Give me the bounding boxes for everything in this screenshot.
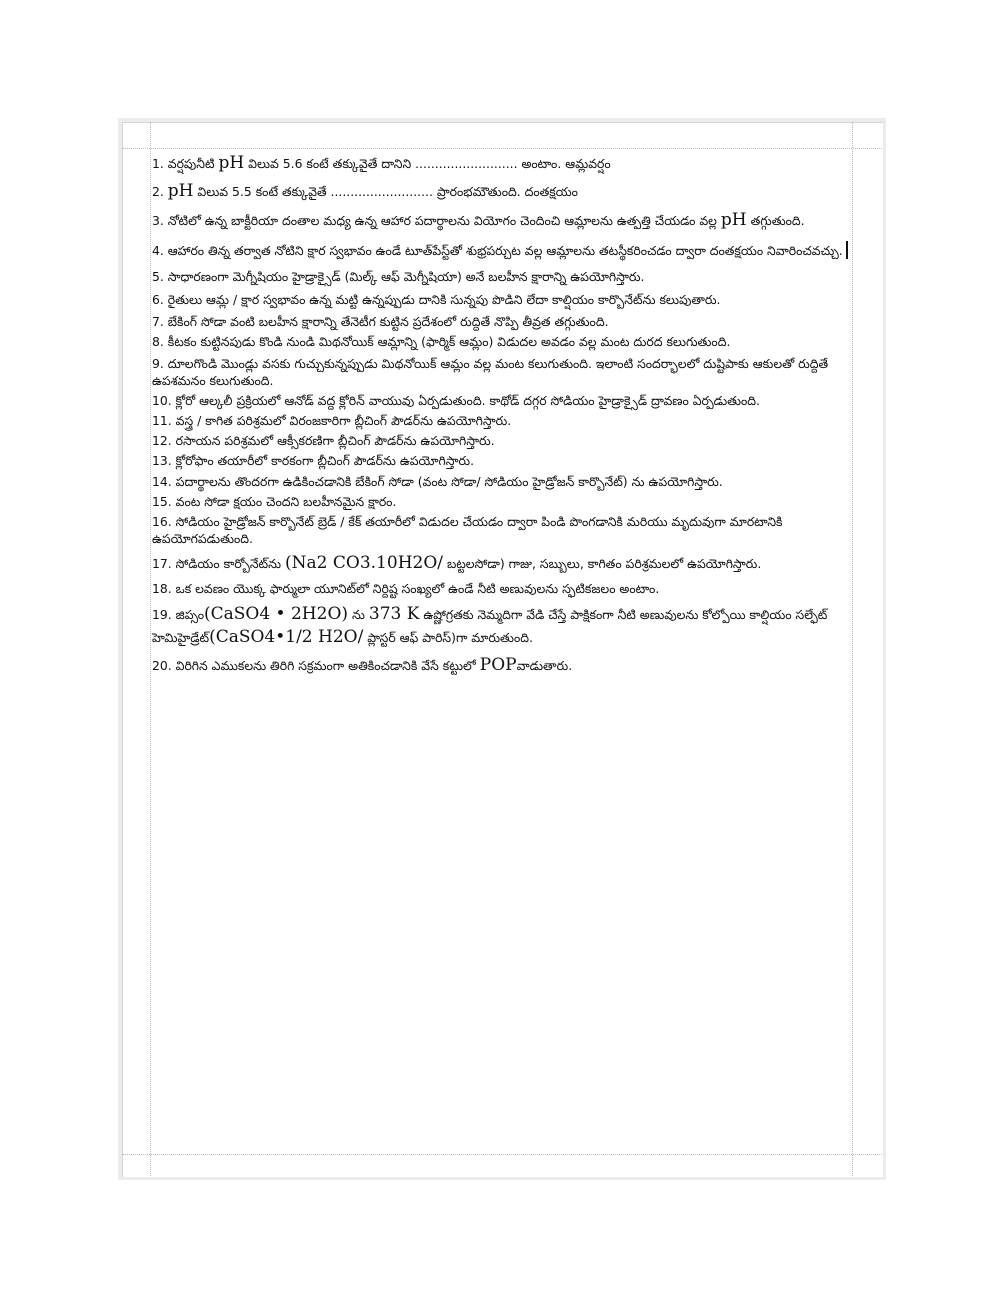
- list-item: [152, 580, 852, 597]
- item-text: ఉష్ణోగ్రతకు నెమ్మదిగా వేడి చేస్తే పాక్షికంగా నీటి అణువులను కోల్పోయి కాల్షియం సల్ఫేట్ హెమిహైడ్రేట్: [152, 606, 828, 646]
- list-item: [152, 432, 852, 449]
- item-text: విలువ 5.5 కంటే తక్కువైతే .......................... ప్రారంభమౌతుంది. దంతక్షయం: [193, 184, 578, 200]
- item-text: 14. పదార్థాలను తొందరగా ఉడికించడానికి బేకింగ్ సోడా (వంట సోడా/ సోడియం హైడ్రోజన్ కార్బొనేట్) ను ఉపయోగిస్తారు.: [152, 473, 723, 489]
- item-text: తగ్గుతుంది.: [746, 212, 805, 228]
- item-text: 6. రైతులు ఆమ్ల / క్షార స్వభావం ఉన్న మట్టి ఉన్నప్పుడు దానికి సున్నపు పొడిని లేదా కాల్షియం కార్బొనేట్‌ను కలుపుతారు.: [152, 291, 721, 307]
- formula-text: POP: [479, 655, 517, 676]
- margin-guide-left: [150, 122, 151, 1176]
- list-item: [152, 412, 852, 429]
- item-text: 11. వస్త్ర / కాగిత పరిశ్రమలో విరంజకారిగా బ్లీచింగ్ పౌడర్‌ను ఉపయోగిస్తారు.: [152, 413, 512, 429]
- list-item: [152, 513, 852, 547]
- item-text: విలువ 5.6 కంటే తక్కువైతే దానిని .......................... అంటాం. ఆమ్లవర్షం: [244, 156, 611, 171]
- formula-text: (Na2 CO3.10H2O/: [285, 553, 443, 573]
- list-item: [152, 473, 852, 490]
- list-item: [152, 313, 852, 330]
- list-item: [152, 180, 852, 203]
- formula-text: pH: [218, 153, 245, 173]
- formula-text: (CaSO4 • 2H2O): [203, 603, 349, 624]
- item-text: 7. బేకింగ్ సోడా వంటి బలహీన క్షారాన్ని తేనెటీగ కుట్టిన ప్రదేశంలో రుద్దితే నొప్పి తీవ్రత తగ్గుతుంది.: [152, 313, 609, 329]
- list-item: [152, 493, 852, 510]
- list-item: [152, 355, 852, 389]
- list-item: [152, 333, 852, 350]
- list-item: [152, 603, 852, 650]
- text-cursor: [846, 241, 848, 259]
- list-item: [152, 209, 852, 232]
- list-item: [152, 291, 852, 308]
- item-text: 2.: [152, 184, 168, 200]
- list-item: [152, 654, 852, 677]
- item-text: 13. క్లోరోఫాం తయారీలో కారకంగా బ్లీచింగ్ పౌడర్‌ను ఉపయోగిస్తారు.: [152, 453, 475, 469]
- item-text: వాడుతారు.: [516, 658, 573, 674]
- item-text: 12. రసాయన పరిశ్రమలో ఆక్సీకరణిగా బ్లీచింగ్ పౌడర్‌ను ఉపయోగిస్తారు.: [152, 433, 495, 449]
- item-text: 4. ఆహారం తిన్న తర్వాత నోటిని క్షార స్వభావం ఉండే టూత్‌పేస్ట్‌తో శుభ్రపర్చుట వల్ల ఆమ్లాలను తటస్థీకరించడం ద్వారా దంతక్షయం నివారించవచ్చు.: [152, 243, 843, 259]
- list-item: [152, 452, 852, 469]
- item-text: 16. సోడియం హైడ్రోజన్ కార్బొనేట్ బ్రెడ్ / కేక్ తయారీలో విడుదల చేయడం ద్వారా పిండి పొంగడానికి మరియు మృదువుగా మారటానికి ఉపయోగపడుతుంది.: [152, 513, 783, 546]
- list-item: [152, 392, 852, 409]
- item-text: 17. సోడియం కార్బోనేట్‌ను: [152, 556, 286, 571]
- item-text: 15. వంట సోడా క్షయం చెందని బలహీనమైన క్షారం.: [152, 493, 397, 509]
- item-text: 1. వర్షపునీటి: [152, 156, 219, 171]
- item-text: 9. దూలగొండి మొండ్లు వసకు గుచ్చుకున్నప్పుడు మిథనోయిక్ ఆమ్లం వల్ల మంట కలుగుతుంది. ఇలాంటి సందర్భాలలో దుష్టిపాకు ఆకులతో రుద్దితే ఉపశమనం కలుగుతుంది.: [152, 355, 829, 389]
- document-body[interactable]: [152, 152, 852, 683]
- list-item: [152, 552, 852, 575]
- item-text: 18. ఒక లవణం యొక్క ఫార్ములా యూనిట్‌లో నిర్దిష్ట సంఖ్యలో ఉండే నీటి అణువులను స్ఫటికజలం అంటాం.: [152, 581, 660, 597]
- formula-text: 373 K: [368, 603, 420, 624]
- item-text: 10. క్లోరో ఆల్కలీ ప్రక్రియలో ఆనోడ్ వద్ద క్లోరిన్ వాయువు ఏర్పడుతుంది. కాథోడ్ దగ్గర సోడియం హైడ్రాక్సైడ్ ద్రావణం ఏర్పడుతుంది.: [152, 393, 760, 409]
- formula-text: (CaSO4•1/2 H2O/: [209, 627, 364, 648]
- list-item: [152, 152, 852, 175]
- item-text: ను: [348, 606, 369, 622]
- item-text: 8. కీటకం కుట్టినపుడు కొండి నుండి మిథనోయిక్ ఆమ్లాన్ని (ఫార్మిక్ ఆమ్లం) విడుదల అవడం వల్ల మంట దురద కలుగుతుంది.: [152, 333, 731, 349]
- list-item: [152, 268, 852, 285]
- margin-guide-bottom: [122, 1154, 882, 1155]
- item-text: 19. జిప్సం: [152, 606, 204, 622]
- margin-guide-right: [852, 122, 853, 1176]
- list-item: [152, 241, 852, 259]
- formula-text: pH: [720, 209, 747, 230]
- item-text: 3. నోటిలో ఉన్న బాక్టీరియా దంతాల మధ్య ఉన్న ఆహార పదార్థాలను వియోగం చెందించి ఆమ్లాలను ఉత్పత్తి చేయడం వల్ల: [152, 212, 721, 228]
- item-text: ప్లాస్టర్ ఆఫ్ పారిస్)గా మారుతుంది.: [363, 630, 533, 646]
- item-text: 20. విరిగిన ఎముకలను తిరిగి సక్రమంగా అతికించడానికి వేసే కట్టులో: [152, 658, 480, 674]
- margin-guide-top: [122, 148, 882, 149]
- formula-text: pH: [167, 181, 194, 202]
- item-text: 5. సాధారణంగా మెగ్నీషియం హైడ్రాక్సైడ్ (మిల్క్ ఆఫ్ మెగ్నీషియా) అనే బలహీన క్షారాన్ని ఉపయోగిస్తారు.: [152, 269, 645, 285]
- item-text: బట్టలసోడా) గాజు, సబ్బులు, కాగితం పరిశ్రమలలో ఉపయోగిస్తారు.: [443, 556, 762, 571]
